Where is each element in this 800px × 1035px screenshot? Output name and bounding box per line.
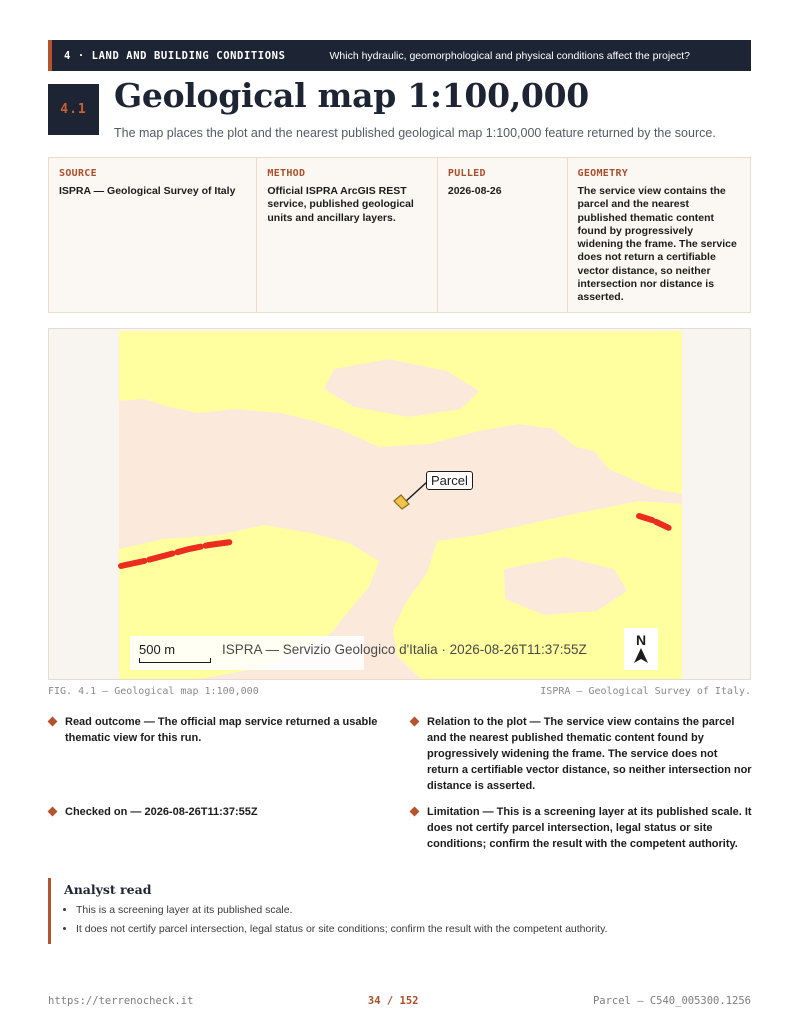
- north-arrow-icon: [624, 628, 658, 670]
- section-number: 4.1: [60, 102, 87, 117]
- section-label: 4 · LAND AND BUILDING CONDITIONS: [64, 49, 286, 62]
- section-number-badge: [48, 84, 99, 135]
- page-title: Geological map 1:100,000: [114, 76, 589, 115]
- geological-map: [48, 328, 751, 680]
- page-total: 152: [399, 995, 419, 1007]
- north-arrow: [624, 628, 658, 670]
- meta-method-value: Official ISPRA ArcGIS REST service, published geological units and ancillary layers.: [267, 185, 414, 224]
- analyst-read-item: • It does not certify parcel intersection, legal status or site conditions; confirm the result with the competent authority.: [76, 920, 751, 939]
- meta-geometry-value: The service view contains the parcel and the nearest published thematic content found by progressively widening the frame. The service does not return a certifiable vector distance, so neither intersection nor distance is asserted.: [577, 185, 737, 304]
- page-footer: [48, 995, 751, 1007]
- scale-label: 500 m: [139, 642, 176, 657]
- map-tile: [119, 331, 682, 679]
- meta-source: [49, 158, 257, 312]
- analyst-read-title: Analyst read: [64, 882, 152, 897]
- figure-caption-right: ISPRA — Geological Survey of Italy.: [540, 686, 751, 697]
- meta-method: [257, 158, 437, 312]
- meta-geometry-label: GEOMETRY: [577, 168, 629, 179]
- finding-text: Relation to the plot — The service view contains the parcel and the nearest published thematic content found by progressively widening the frame. The service does not return a certifiable vector distance, so neither intersection nor distance is asserted.: [427, 716, 752, 792]
- meta-source-label: SOURCE: [59, 168, 97, 179]
- diamond-bullet-icon: [410, 717, 420, 727]
- finding-read-outcome: [48, 714, 393, 746]
- page-current: 34: [367, 995, 381, 1007]
- meta-pulled-label: PULLED: [447, 168, 486, 179]
- finding-text: Read outcome — The official map service returned a usable thematic view for this run.: [65, 716, 378, 744]
- north-label: N: [635, 632, 647, 648]
- meta-pulled-value: 2026-08-26: [447, 185, 502, 197]
- diamond-bullet-icon: [410, 807, 420, 817]
- parcel-label: Parcel: [426, 471, 473, 490]
- meta-source-value: ISPRA — Geological Survey of Italy: [59, 185, 236, 197]
- metadata-table: [48, 157, 751, 313]
- analyst-read-list: [64, 901, 751, 939]
- finding-text: Limitation — This is a screening layer at its published scale. It does not certify parcel intersection, legal status or site conditions; confirm the result with the competent authority.: [427, 806, 752, 850]
- figure-caption-left: FIG. 4.1 — Geological map 1:100,000: [48, 686, 259, 697]
- header-accent: [48, 40, 52, 71]
- page-subtitle: The map places the plot and the nearest published geological map 1:100,000 feature returned by the source.: [114, 126, 716, 140]
- page-number: [368, 995, 419, 1007]
- page-separator: /: [386, 995, 394, 1007]
- meta-pulled: [438, 158, 568, 312]
- diamond-bullet-icon: [48, 807, 58, 817]
- finding-relation-to-plot: [410, 714, 752, 794]
- analyst-read-box: [48, 878, 751, 944]
- finding-text: Checked on — 2026-08-26T11:37:55Z: [65, 806, 258, 818]
- scale-bar: [139, 658, 211, 663]
- footer-parcel-id: Parcel — C540_005300.1256: [592, 995, 751, 1007]
- map-attribution: ISPRA — Servizio Geologico d'Italia · 2026-08-26T11:37:55Z: [222, 642, 587, 657]
- section-question: Which hydraulic, geomorphological and physical conditions affect the project?: [329, 49, 691, 62]
- finding-limitation: [410, 804, 752, 852]
- meta-method-label: METHOD: [267, 168, 306, 179]
- footer-url[interactable]: https://terrenocheck.it: [48, 995, 194, 1007]
- meta-geometry: [568, 158, 750, 312]
- section-header-bar: [48, 40, 751, 71]
- analyst-read-item: • This is a screening layer at its published scale.: [76, 901, 751, 920]
- finding-checked-on: [48, 804, 393, 820]
- diamond-bullet-icon: [48, 717, 58, 727]
- figure-caption: [48, 686, 751, 697]
